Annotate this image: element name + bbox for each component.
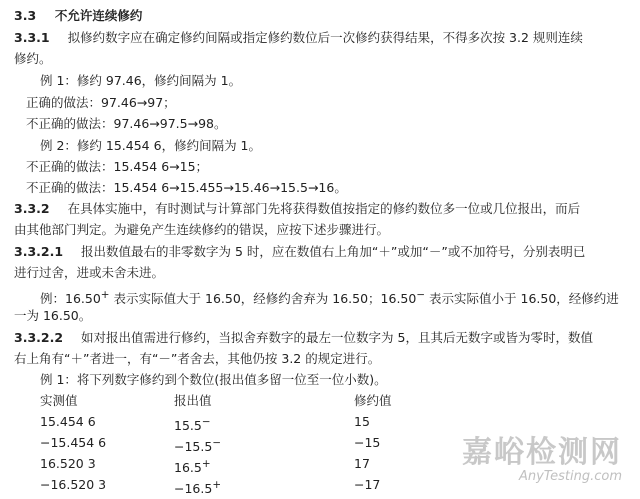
table-cell-reported: −16.5+ bbox=[174, 479, 222, 497]
clause-3-3-2-1-line1 bbox=[14, 242, 585, 262]
example-3-3-2-1-line2: 一为 16.50。 bbox=[14, 308, 92, 323]
plus-superscript: + bbox=[100, 289, 110, 301]
example-2: 例 2：修约 15.454 6，修约间隔为 1。 bbox=[40, 138, 261, 153]
clause-text: 在具体实施中，有时测试与计算部门先将获得数值按指定的修约数位多一位或几位报出，而后 bbox=[67, 201, 581, 216]
clause-text: 如对报出值需进行修约，当拟舍弃数字的最左一位数字为 5，且其后无数字或皆为零时，数值 bbox=[81, 330, 593, 345]
clause-number: 3.3.1 bbox=[14, 30, 50, 45]
incorrect-method-2b: 不正确的做法：15.454 6→15.455→15.46→15.5→16。 bbox=[26, 180, 347, 195]
incorrect-method-2a: 不正确的做法：15.454 6→15； bbox=[26, 159, 209, 174]
example-text-a: 例：16.50 bbox=[40, 291, 101, 307]
clause-3-3-2-1-line2: 进行过舍，进或未舍未进。 bbox=[14, 265, 165, 280]
table-cell-measured: 16.520 3 bbox=[40, 456, 96, 471]
watermark bbox=[462, 436, 622, 484]
clause-number: 3.3.2 bbox=[14, 201, 50, 216]
table-cell-rounded: 17 bbox=[354, 456, 370, 471]
example-3-3-2-2: 例 1：将下列数字修约到个数位(报出值多留一位至一位小数)。 bbox=[40, 372, 387, 387]
table-cell-reported: 16.5+ bbox=[174, 458, 211, 476]
clause-3-3-1-line2: 修约。 bbox=[14, 51, 52, 66]
table-cell-reported: −15.5− bbox=[174, 437, 222, 455]
correct-method-1: 正确的做法：97.46→97； bbox=[26, 95, 176, 110]
clause-3-3-1-line1 bbox=[14, 28, 583, 48]
table-cell-rounded: 15 bbox=[354, 414, 370, 429]
section-number: 3.3 bbox=[14, 8, 37, 23]
clause-3-3-2-2-line2: 右上角有“＋”者进一，有“－”者舍去，其他仍按 3.2 的规定进行。 bbox=[14, 351, 381, 366]
table-cell-measured: −16.520 3 bbox=[40, 477, 107, 492]
table-cell-measured: 15.454 6 bbox=[40, 414, 96, 429]
clause-text: 拟修约数字应在确定修约间隔或指定修约数位后一次修约获得结果，不得多次按 3.2 规则连续 bbox=[67, 30, 583, 45]
watermark-sub: AnyTesting.com bbox=[518, 469, 622, 484]
table-cell-rounded: −15 bbox=[354, 435, 381, 450]
section-heading bbox=[14, 6, 142, 26]
clause-3-3-2-line2: 由其他部门判定。为避免产生连续修约的错误，应按下述步骤进行。 bbox=[14, 222, 390, 237]
clause-number: 3.3.2.2 bbox=[14, 330, 64, 345]
clause-text: 报出数值最右的非零数字为 5 时，应在数值右上角加“＋”或加“－”或不加符号，分别表明已 bbox=[81, 244, 586, 259]
table-header-measured: 实测值 bbox=[40, 393, 78, 408]
incorrect-method-1: 不正确的做法：97.46→97.5→98。 bbox=[26, 116, 227, 131]
table-cell-reported: 15.5− bbox=[174, 416, 211, 434]
example-1: 例 1：修约 97.46，修约间隔为 1。 bbox=[40, 73, 242, 88]
example-3-3-2-1 bbox=[40, 285, 619, 309]
example-text-c: 表示实际值小于 16.50，经修约进 bbox=[429, 291, 619, 307]
clause-3-3-2-2-line1 bbox=[14, 328, 593, 348]
clause-number: 3.3.2.1 bbox=[14, 244, 64, 259]
table-cell-measured: −15.454 6 bbox=[40, 435, 107, 450]
minus-superscript: − bbox=[416, 289, 426, 301]
example-text-b: 表示实际值大于 16.50，经修约舍弃为 16.50；16.50 bbox=[113, 291, 417, 307]
table-header-reported: 报出值 bbox=[174, 393, 212, 408]
watermark-main: 嘉峪检测网 bbox=[462, 435, 622, 470]
section-title: 不允许连续修约 bbox=[54, 8, 143, 23]
clause-3-3-2-line1 bbox=[14, 199, 580, 219]
table-header-rounded: 修约值 bbox=[354, 393, 392, 408]
table-cell-rounded: −17 bbox=[354, 477, 381, 492]
